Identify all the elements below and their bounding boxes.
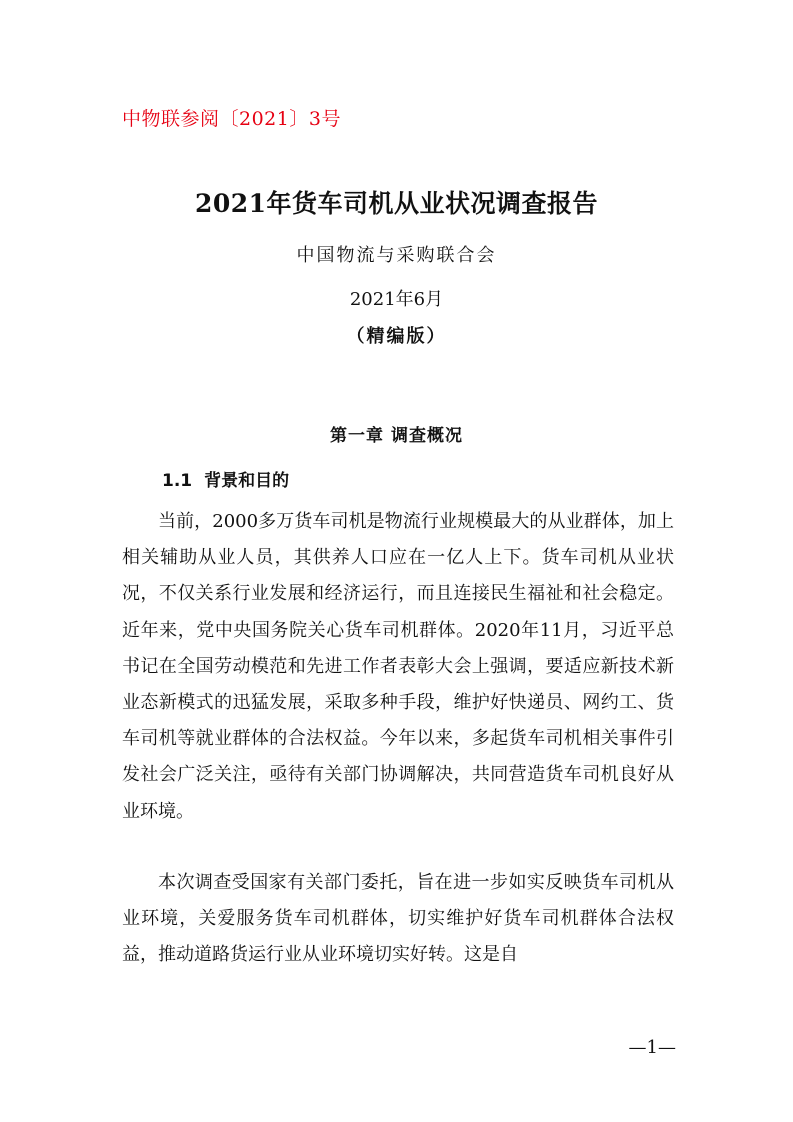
section-number: 1.1 (162, 471, 193, 491)
report-date: 2021年6月 (349, 289, 444, 310)
page-number: —1— (628, 1037, 676, 1058)
report-title: 2021年货车司机从业状况调查报告 (194, 189, 599, 218)
edition-label: （精编版） (346, 326, 447, 347)
section-title: 背景和目的 (204, 471, 290, 491)
document-number: 中物联参阅〔2021〕3号 (122, 108, 341, 130)
section-heading (162, 466, 289, 491)
issuer: 中国物流与采购联合会 (296, 245, 497, 266)
body-paragraph: 当前，2000多万货车司机是物流行业规模最大的从业群体，加上相关辅助从业人员，其供养人口应在一亿人上下。货车司机从业状况，不仅关系行业发展和经济运行，而且连接民生福祉和社会稳定。近年来，党中央国务院关心货车司机群体。2020年11月，习近平总书记在全国劳动模范和先进工作者表彰大会上强调，要适应新技术新业态新模式的迅猛发展，采取多种手段，维护好快递员、网约工、货车司机等就业群体的合法权益。今年以来，多起货车司机相关事件引发社会广泛关注，亟待有关部门协调解决，共同营造货车司机良好从业环境。 (122, 511, 674, 822)
body-paragraph: 本次调查受国家有关部门委托，旨在进一步如实反映货车司机从业环境，关爱服务货车司机群体，切实维护好货车司机群体合法权益，推动道路货运行业从业环境切实好转。这是自 (122, 872, 674, 966)
chapter-heading: 第一章 调查概况 (330, 426, 463, 446)
